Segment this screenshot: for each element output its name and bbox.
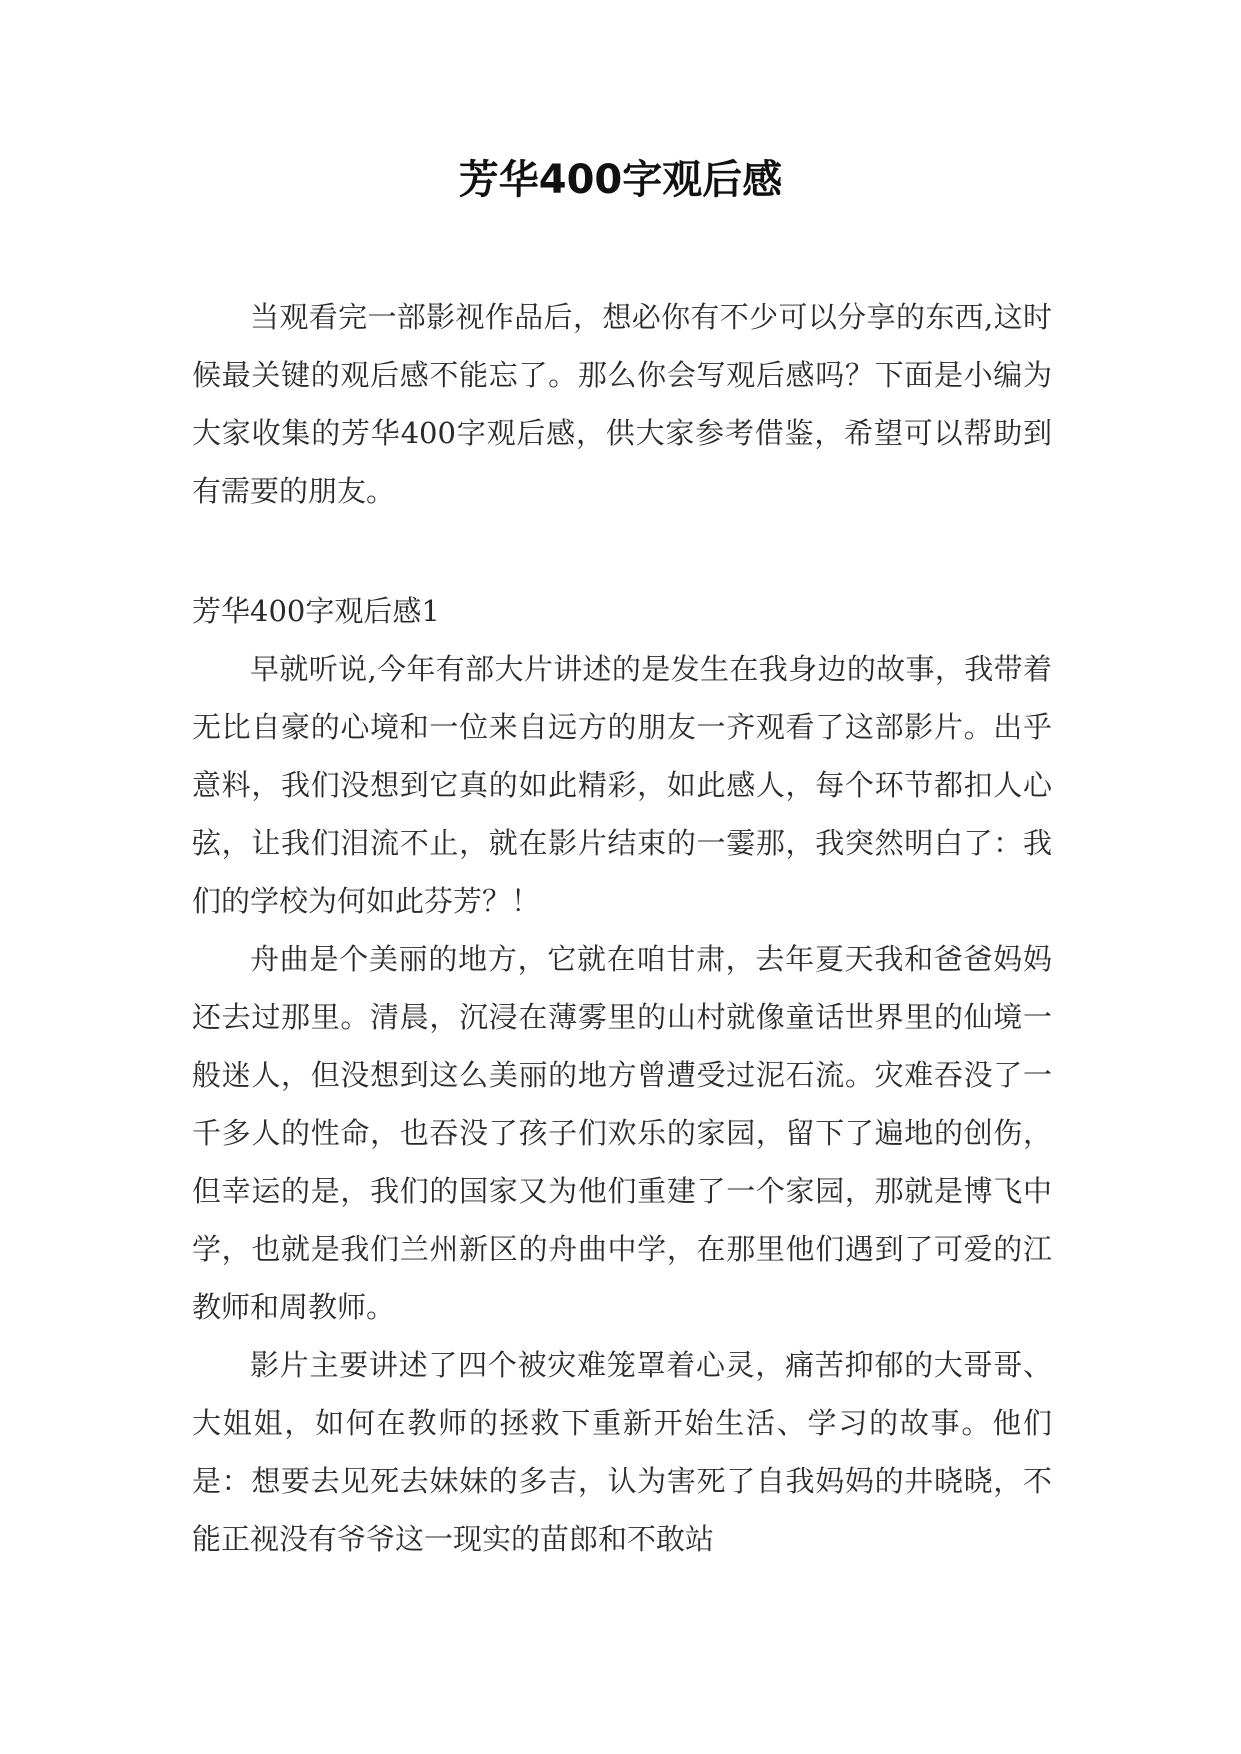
essay-section: [192, 582, 1052, 1568]
document-title: 芳华400字观后感: [458, 157, 783, 203]
intro-block: [192, 288, 1052, 520]
body-paragraph: 舟曲是个美丽的地方，它就在咱甘肃，去年夏天我和爸爸妈妈还去过那里。清晨，沉浸在薄雾里的山村就像童话世界里的仙境一般迷人，但没想到这么美丽的地方曾遭受过泥石流。灾难吞没了一千多人的性命，也吞没了孩子们欢乐的家园，留下了遍地的创伤，但幸运的是，我们的国家又为他们重建了一个家园，那就是博飞中学，也就是我们兰州新区的舟曲中学，在那里他们遇到了可爱的江教师和周教师。: [192, 942, 1052, 1324]
body-paragraph: 早就听说,今年有部大片讲述的是发生在我身边的故事，我带着无比自豪的心境和一位来自远方的朋友一齐观看了这部影片。出乎意料，我们没想到它真的如此精彩，如此感人，每个环节都扣人心弦，让我们泪流不止，就在影片结束的一霎那，我突然明白了：我们的学校为何如此芬芳？！: [192, 652, 1052, 918]
intro-paragraph: 当观看完一部影视作品后，想必你有不少可以分享的东西,这时候最关键的观后感不能忘了。那么你会写观后感吗？下面是小编为大家收集的芳华400字观后感，供大家参考借鉴，希望可以帮助到有需要的朋友。: [192, 300, 1052, 508]
body-paragraph: 影片主要讲述了四个被灾难笼罩着心灵，痛苦抑郁的大哥哥、大姐姐，如何在教师的拯救下重新开始生活、学习的故事。他们是：想要去见死去妹妹的多吉，认为害死了自我妈妈的井晓晓，不能正视没有爷爷这一现实的苗郎和不敢站: [192, 1348, 1052, 1556]
section-heading: 芳华400字观后感1: [192, 594, 440, 628]
